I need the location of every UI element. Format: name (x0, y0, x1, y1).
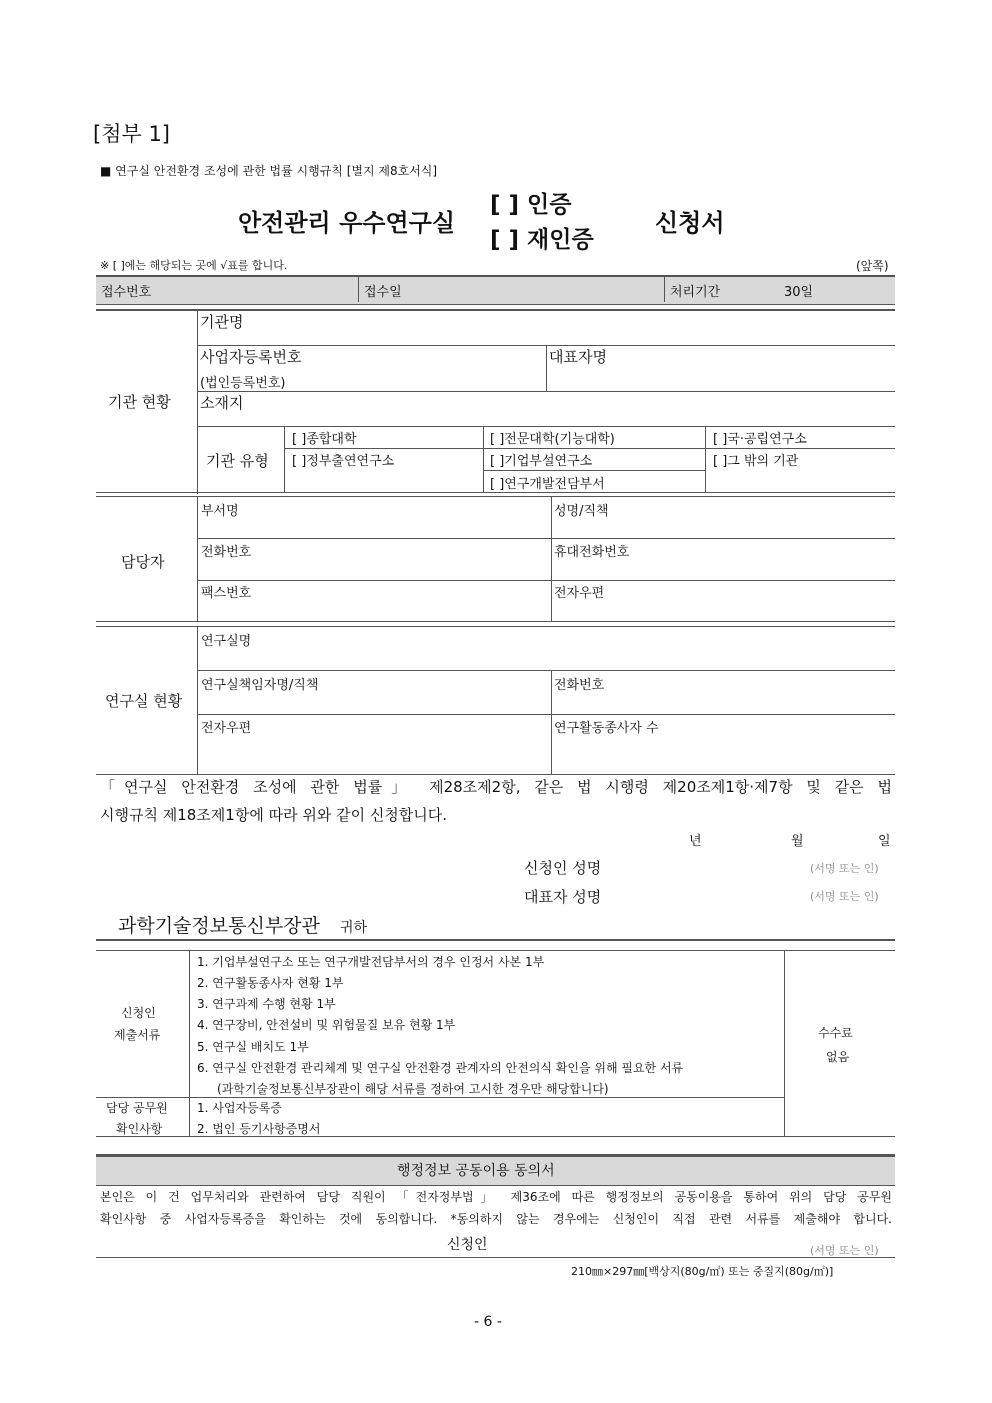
representative-name-label: 대표자 성명 (524, 888, 602, 906)
form-title-main: 안전관리 우수연구실 (238, 209, 456, 237)
date-month: 월 (791, 834, 804, 849)
statement-line2: 시행규칙 제18조제1항에 따라 위와 같이 신청합니다. (100, 806, 448, 824)
doc-item-1: 1. 기업부설연구소 또는 연구개발전담부서의 경우 인정서 사본 1부 (197, 955, 545, 969)
official-label-line1: 담당 공무원 (106, 1101, 168, 1115)
fee-label: 수수료 (818, 1026, 853, 1040)
receipt-date-label: 접수일 (364, 285, 402, 300)
processing-period-label: 처리기간 (670, 285, 721, 300)
type-junior-college[interactable]: [ ]전문대학(기능대학) (490, 432, 615, 447)
address-field[interactable] (200, 412, 890, 424)
fee-value: 없음 (826, 1050, 850, 1064)
official-label-line2: 확인사항 (116, 1122, 163, 1136)
org-section-label: 기관 현황 (108, 393, 171, 411)
doc-item-2: 2. 연구활동종사자 현황 1부 (197, 976, 344, 990)
official-item-2: 2. 법인 등기사항증명서 (197, 1122, 321, 1136)
org-type-label: 기관 유형 (206, 452, 269, 470)
paper-size-note: 210㎜×297㎜[백상지(80g/㎡) 또는 중질지(80g/㎡)] (571, 1265, 834, 1278)
applicant-signature-field[interactable]: (서명 또는 인) (810, 862, 879, 875)
doc-item-5: 5. 연구실 배치도 1부 (197, 1040, 309, 1054)
corp-reg-label: (법인등록번호) (200, 376, 286, 391)
dept-label: 부서명 (201, 504, 239, 519)
addressee-name: 과학기술정보통신부장관 (118, 915, 320, 937)
type-gov-institute[interactable]: [ ]정부출연연구소 (292, 454, 395, 469)
applicant-name-label: 신청인 성명 (524, 859, 602, 877)
receipt-bar (96, 275, 895, 305)
consent-signature-field[interactable]: (서명 또는 인) (810, 1244, 879, 1257)
contact-mobile-label: 휴대전화번호 (554, 545, 630, 560)
type-university[interactable]: [ ]종합대학 (292, 432, 357, 447)
lab-workers-label: 연구활동종사자 수 (554, 721, 659, 736)
docs-label-line1: 신청인 (121, 1006, 156, 1020)
org-name-label: 기관명 (200, 313, 244, 331)
lab-phone-label: 전화번호 (554, 678, 605, 693)
business-reg-label: 사업자등록번호 (200, 348, 302, 366)
contact-email-label: 전자우편 (554, 586, 605, 601)
addressee-suffix: 귀하 (340, 920, 368, 936)
contact-name-label: 성명/직책 (554, 504, 609, 519)
lab-section-label: 연구실 현황 (105, 692, 183, 710)
lab-name-label: 연구실명 (201, 634, 252, 649)
consent-line2: 확인사항 중 사업자등록증을 확인하는 것에 동의합니다. *동의하지 않는 경우에는 신청인이 직접 관련 서류를 제출해야 합니다. (100, 1212, 892, 1226)
org-name-field[interactable] (200, 331, 890, 343)
doc-item-4: 4. 연구장비, 안전설비 및 위험물질 보유 현황 1부 (197, 1018, 456, 1032)
contact-phone-label: 전화번호 (201, 545, 252, 560)
law-reference: ■ 연구실 안전환경 조성에 관한 법률 시행규칙 [별지 제8호서식] (100, 164, 438, 178)
doc-item-3: 3. 연구과제 수행 현황 1부 (197, 997, 336, 1011)
contact-fax-label: 팩스번호 (201, 586, 252, 601)
representative-signature-field[interactable]: (서명 또는 인) (810, 890, 879, 903)
address-label: 소재지 (200, 394, 244, 412)
official-item-1: 1. 사업자등록증 (197, 1101, 282, 1115)
consent-title: 행정정보 공동이용 동의서 (397, 1163, 555, 1179)
date-year: 년 (689, 834, 702, 849)
form-title-option-recert[interactable]: [ ] 재인증 (490, 227, 594, 253)
doc-item-6-note: (과학기술정보통신부장관이 해당 서류를 정하여 고시한 경우만 해당합니다) (217, 1082, 609, 1096)
type-public-institute[interactable]: [ ]국·공립연구소 (713, 432, 807, 447)
processing-period-value: 30일 (784, 285, 814, 300)
contact-section-label: 담당자 (121, 553, 165, 571)
front-page-mark: (앞쪽) (856, 259, 889, 273)
statement-line1: 「연구실 안전환경 조성에 관한 법률」 제28조제2항, 같은 법 시행령 제20조제1항·제7항 및 같은 법 (100, 778, 892, 796)
date-day: 일 (878, 834, 891, 849)
consent-line1: 본인은 이 건 업무처리와 관련하여 담당 직원이 「전자정부법」 제36조에 따른 행정정보의 공동이용을 통하여 위의 담당 공무원 (100, 1190, 892, 1204)
docs-label-line2: 제출서류 (114, 1028, 161, 1042)
check-note: ※ [ ]에는 해당되는 곳에 √표를 합니다. (100, 259, 288, 272)
type-corporate-lab[interactable]: [ ]기업부설연구소 (490, 454, 593, 469)
page-number: - 6 - (474, 1314, 502, 1330)
form-title-suffix: 신청서 (655, 209, 725, 237)
doc-item-6: 6. 연구실 안전환경 관리체계 및 연구실 안전환경 관계자의 안전의식 확인을 위해 필요한 서류 (197, 1061, 684, 1075)
consent-applicant-label: 신청인 (447, 1237, 488, 1253)
form-title-option-cert[interactable]: [ ] 인증 (490, 192, 572, 218)
lab-manager-label: 연구실책임자명/직책 (201, 678, 319, 693)
attachment-label: [첨부 1] (93, 122, 170, 146)
representative-label: 대표자명 (549, 348, 607, 366)
type-rnd-dept[interactable]: [ ]연구개발전담부서 (490, 477, 605, 492)
type-other[interactable]: [ ]그 밖의 기관 (713, 454, 799, 469)
receipt-number-label: 접수번호 (101, 285, 152, 300)
lab-email-label: 전자우편 (201, 721, 252, 736)
